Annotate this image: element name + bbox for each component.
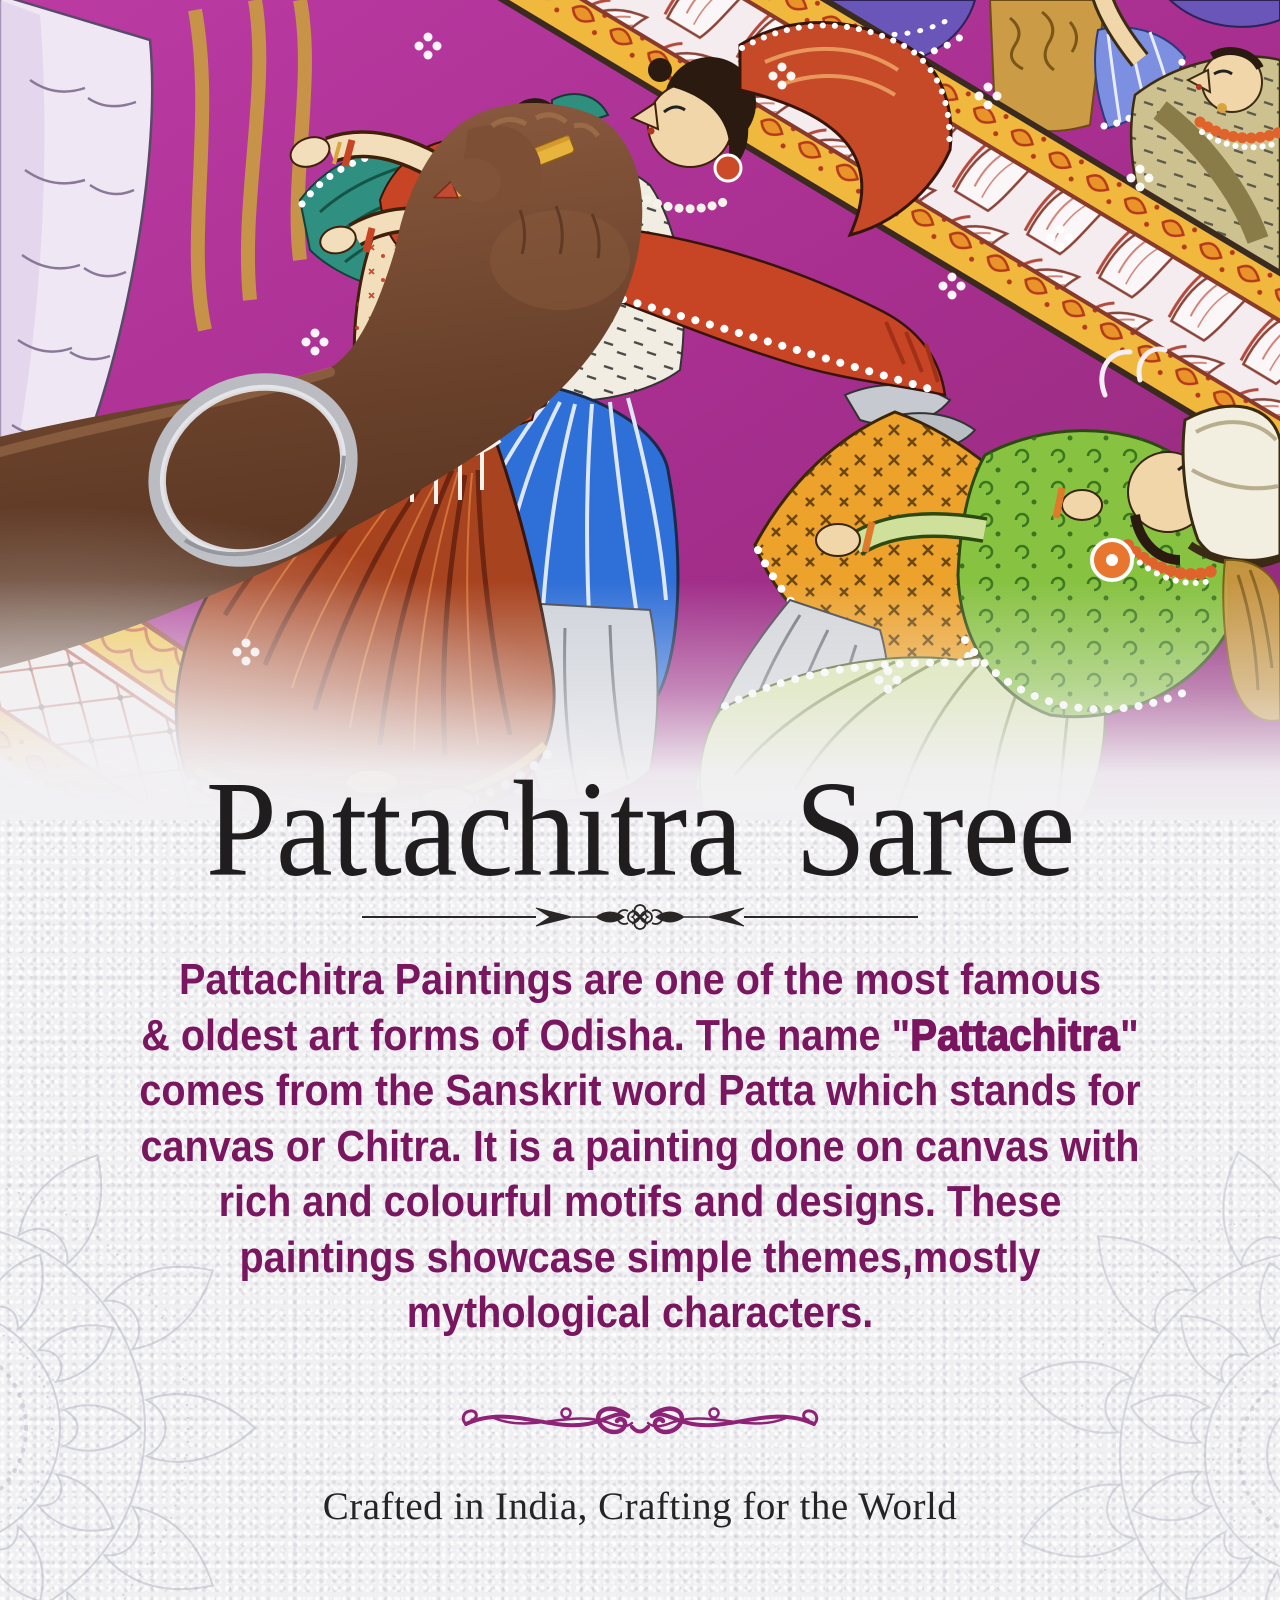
description-line: comes from the Sanskrit word Patta which stands for bbox=[139, 1066, 1141, 1115]
description-text bbox=[136, 952, 1144, 1341]
description-line: paintings showcase simple themes,mostly bbox=[239, 1232, 1041, 1282]
page-title: Pattachitra Saree bbox=[205, 752, 1075, 905]
description-line: canvas or Chitra. It is a painting done on canvas with bbox=[140, 1121, 1140, 1171]
description-line-segment: & oldest art forms of Odisha. The name " bbox=[141, 1010, 911, 1060]
description-line-segment-bold: Pattachitra bbox=[910, 1010, 1120, 1060]
tagline: Crafted in India, Crafting for the World bbox=[322, 1485, 958, 1528]
flourish-divider-icon bbox=[460, 1394, 820, 1446]
description-line bbox=[136, 1008, 1144, 1064]
description-line: Pattachitra Paintings are one of the most famous bbox=[179, 955, 1101, 1004]
description-line-segment: " bbox=[1119, 1010, 1139, 1060]
title-divider-ornament-icon bbox=[360, 901, 920, 933]
description-line: mythological characters. bbox=[406, 1288, 874, 1337]
description-line: rich and colourful motifs and designs. These bbox=[218, 1177, 1062, 1226]
